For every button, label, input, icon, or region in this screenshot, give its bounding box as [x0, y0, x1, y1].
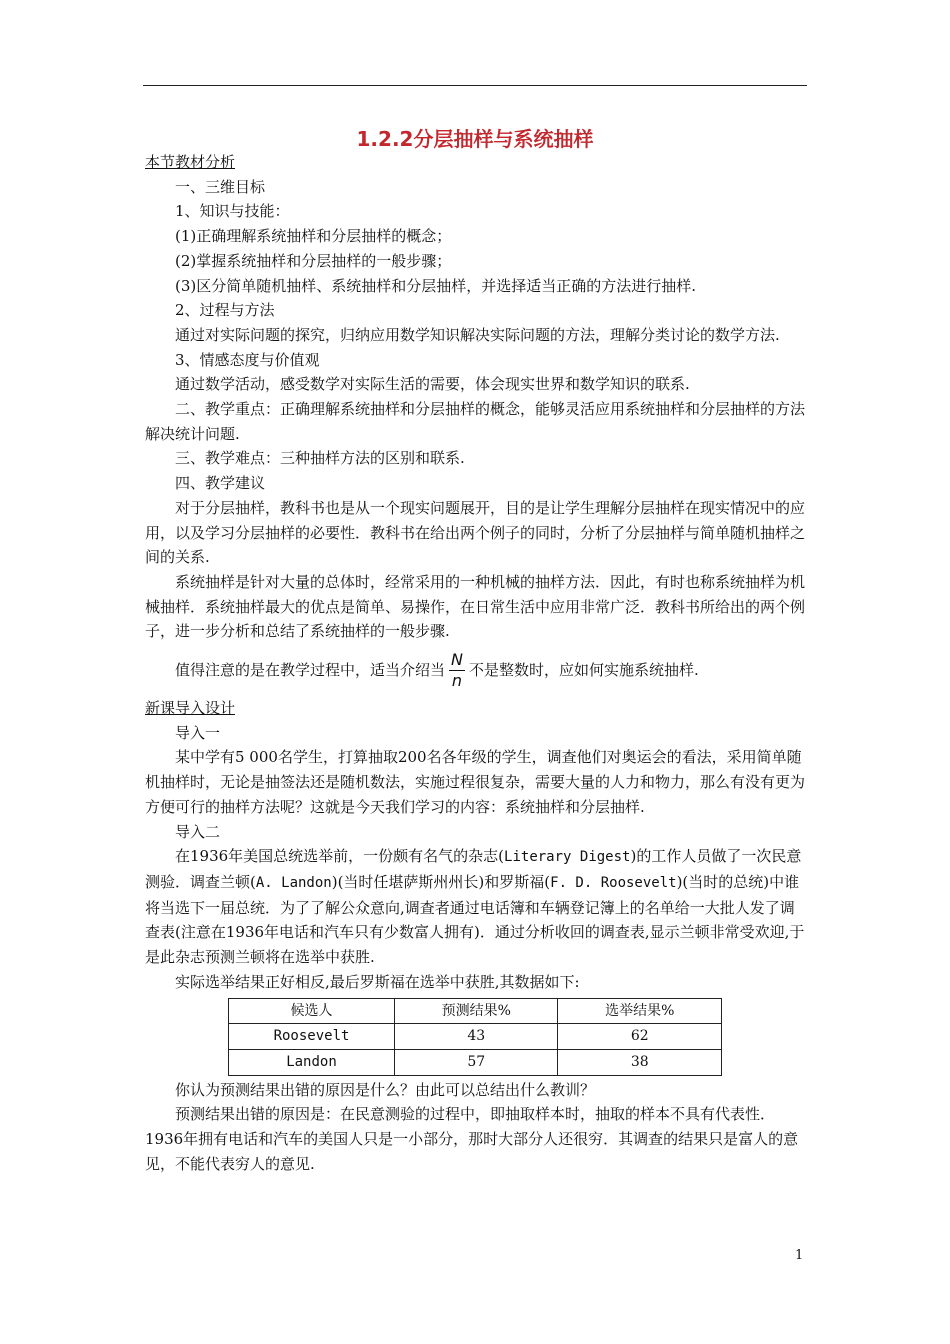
difficulty: 三、教学难点：三种抽样方法的区别和联系.	[175, 449, 465, 468]
fraction-denominator: n	[451, 670, 463, 690]
text-run: )的工作人员做了一次民意测验．调查兰顿(	[145, 847, 802, 891]
intro1-heading: 导入一	[175, 723, 221, 742]
page-number: 1	[795, 1248, 804, 1263]
fraction-numerator: N	[451, 649, 463, 669]
text-run: )(当时的总统)中谁将当选下一届总统．为了了解公众意向,调查者通过电话簿和车辆登记簿上的名单给一大批人发了调查表(注意在1936年电话和汽车只有少数富人拥有)．通过分析收回的调查表,显示兰顿非常受欢迎,于是此杂志预测兰顿将在选举中获胜.	[145, 872, 805, 967]
document-title: 1.2.2分层抽样与系统抽样	[356, 127, 594, 151]
process-heading: 2、过程与方法	[175, 301, 275, 320]
answer: 预测结果出错的原因是：在民意测验的过程中，即抽取样本时，抽取的样本不具有代表性．1936年拥有电话和汽车的美国人只是一小部分，那时大部分人还很穷．其调查的结果只是富人的意见，不能代表穷人的意见.	[145, 1105, 799, 1173]
intro1-text: 某中学有5 000名学生，打算抽取200名各年级的学生，调查他们对奥运会的看法，采用简单随机抽样时，无论是抽签法还是随机数法，实施过程很复杂，需要大量的人力和物力，那么有没有更为方便可行的抽样方法呢？这就是今天我们学习的内容：系统抽样和分层抽样.	[145, 748, 806, 816]
table-cell: Landon	[229, 1049, 395, 1075]
table-header-cell: 选举结果%	[558, 998, 722, 1024]
table-header-row	[229, 998, 722, 1024]
intro2-heading: 导入二	[175, 822, 221, 841]
table-cell: 57	[395, 1049, 558, 1075]
document-body	[145, 150, 807, 1176]
goals-heading: 一、三维目标	[175, 177, 266, 196]
table-header-cell: 候选人	[229, 998, 395, 1024]
process-text: 通过对实际问题的探究，归纳应用数学知识解决实际问题的方法，理解分类讨论的数学方法.	[175, 325, 780, 344]
knowledge-item: (1)正确理解系统抽样和分层抽样的概念；	[175, 227, 452, 246]
section-heading-intro: 新课导入设计	[145, 699, 236, 718]
magazine-name: Literary Digest	[504, 849, 631, 866]
attitude-heading: 3、情感态度与价值观	[175, 350, 320, 369]
attitude-text: 通过数学活动，感受数学对实际生活的需要，体会现实世界和数学知识的联系.	[175, 375, 690, 394]
fraction-line-after: 不是整数时，应如何实施系统抽样.	[468, 660, 699, 679]
text-run: 在1936年美国总统选举前，一份颇有名气的杂志(	[175, 847, 505, 866]
suggestion-paragraph: 系统抽样是针对大量的总体时，经常采用的一种机械的抽样方法．因此，有时也称系统抽样为机械抽样．系统抽样最大的优点是简单、易操作，在日常生活中应用非常广泛．教科书所给出的两个例子，进一步分析和总结了系统抽样的一般步骤.	[145, 572, 806, 641]
suggestion-fraction-line	[145, 644, 807, 696]
table-cell: Roosevelt	[229, 1024, 395, 1050]
text-run: )(当时任堪萨斯州州长)和罗斯福(	[331, 872, 551, 891]
knowledge-heading: 1、知识与技能：	[175, 202, 290, 221]
table-row	[229, 1024, 722, 1050]
key-points: 二、教学重点：正确理解系统抽样和分层抽样的概念，能够灵活应用系统抽样和分层抽样的方法解决统计问题.	[145, 400, 806, 443]
election-table	[228, 998, 722, 1076]
table-header-cell: 预测结果%	[395, 998, 558, 1024]
landon-name: A. Landon	[255, 874, 332, 891]
suggestion-paragraph: 对于分层抽样，教科书也是从一个现实问题展开，目的是让学生理解分层抽样在现实情况中的应用，以及学习分层抽样的必要性．教科书在给出两个例子的同时，分析了分层抽样与简单随机抽样之间的关系.	[145, 498, 806, 567]
knowledge-item: (2)掌握系统抽样和分层抽样的一般步骤；	[175, 251, 452, 270]
table-cell: 38	[558, 1049, 722, 1075]
section-heading-analysis: 本节教材分析	[145, 153, 236, 171]
table-cell: 62	[558, 1024, 722, 1050]
table-cell: 43	[395, 1024, 558, 1050]
roosevelt-name: F. D. Roosevelt	[550, 874, 677, 891]
question: 你认为预测结果出错的原因是什么？由此可以总结出什么教训？	[175, 1080, 596, 1099]
intro2-paragraph	[145, 844, 807, 970]
fraction-line-before: 值得注意的是在教学过程中，适当介绍当	[175, 660, 446, 679]
fraction-n-over-n	[449, 650, 465, 691]
knowledge-item: (3)区分简单随机抽样、系统抽样和分层抽样，并选择适当正确的方法进行抽样.	[175, 276, 697, 295]
suggestions-heading: 四、教学建议	[175, 474, 266, 493]
table-row	[229, 1049, 722, 1075]
header-rule	[143, 85, 807, 86]
intro2-result-text: 实际选举结果正好相反,最后罗斯福在选举中获胜,其数据如下:	[175, 972, 580, 991]
